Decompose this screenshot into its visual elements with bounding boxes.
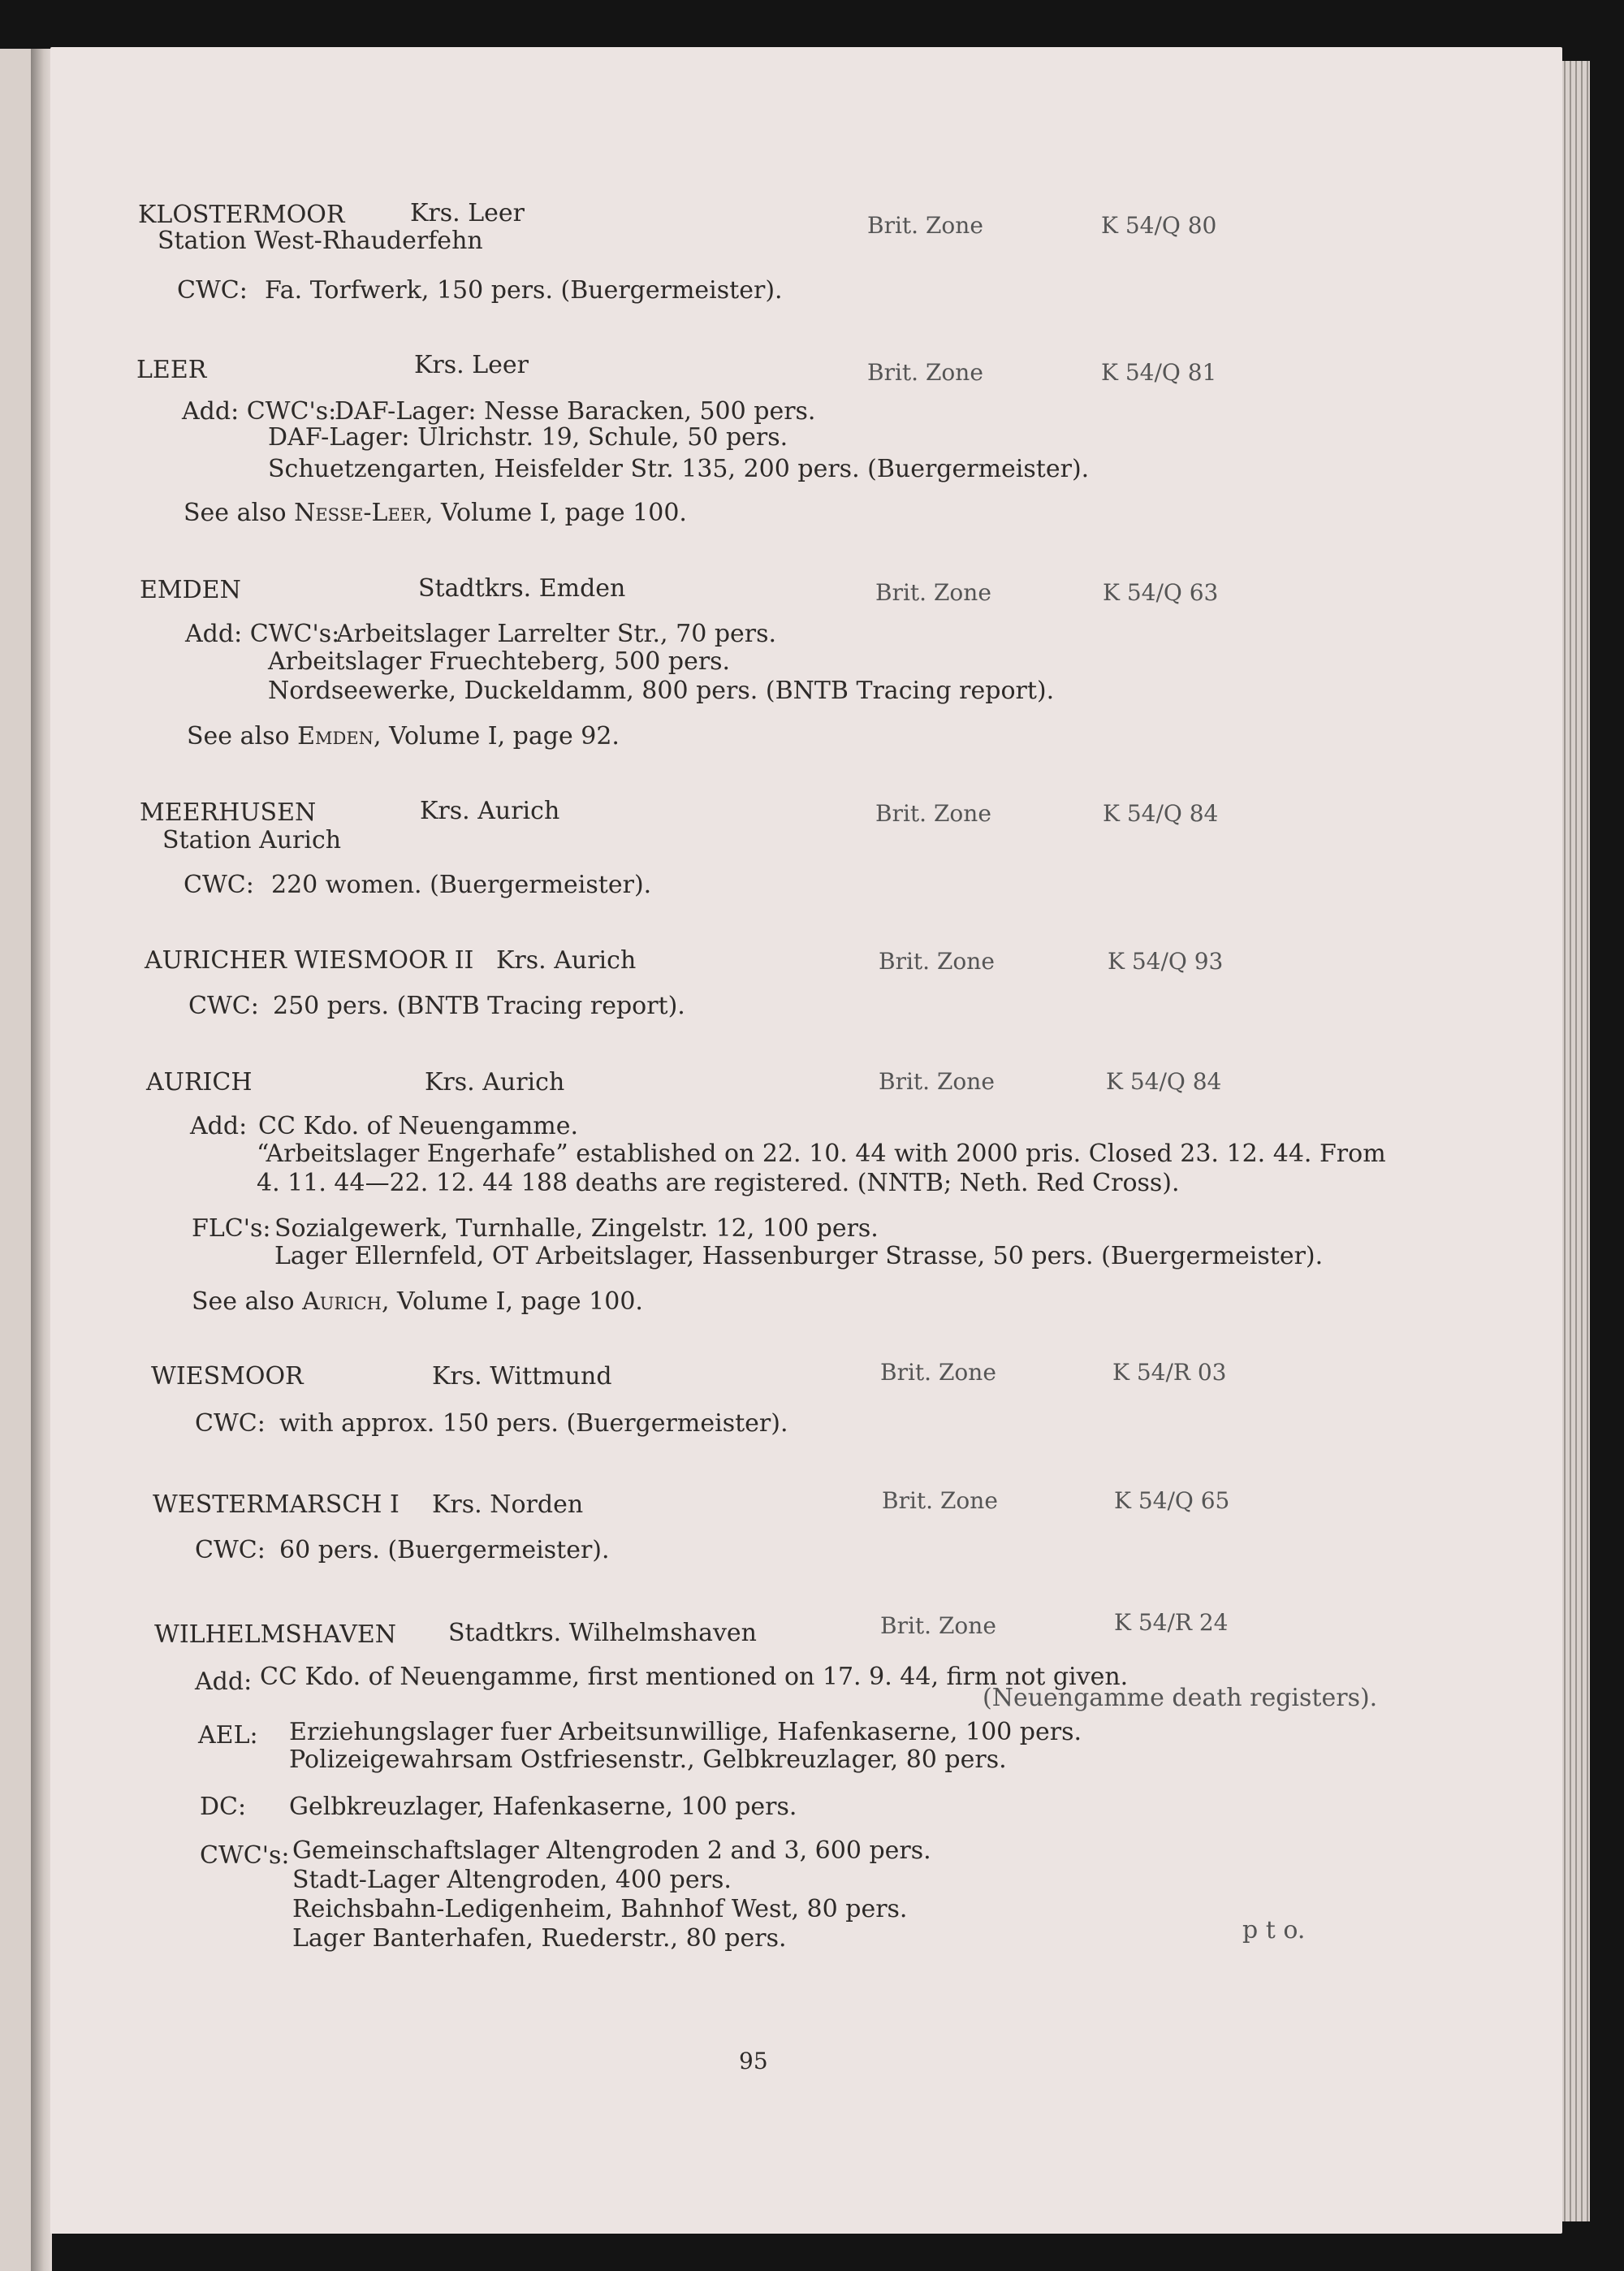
entry-name: WILHELMSHAVEN <box>154 1620 397 1649</box>
see-also-reference <box>187 722 620 751</box>
entry-ref: K 54/Q 84 <box>1106 1068 1222 1095</box>
entry-district: Krs. Wittmund <box>432 1362 612 1391</box>
entry-line-text: Reichsbahn-Ledigenheim, Bahnhof West, 80 pers. <box>292 1895 908 1923</box>
entry-line-text: Sozialgewerk, Turnhalle, Zingelstr. 12, 100 pers. <box>274 1214 879 1243</box>
entry-zone: Brit. Zone <box>880 1359 996 1386</box>
see-also-prefix: See also <box>187 722 290 751</box>
entry-zone: Brit. Zone <box>875 579 991 606</box>
pto-note: p t o. <box>1242 1916 1306 1944</box>
entry-line-text: CC Kdo. of Neuengamme. <box>258 1112 579 1140</box>
entry-name: WESTERMARSCH I <box>153 1490 400 1519</box>
entry-line-label: CWC: <box>188 992 259 1020</box>
entry-ref: K 54/Q 63 <box>1103 579 1219 606</box>
entry-line-label: Add: CWC's: <box>185 620 340 648</box>
entry-zone: Brit. Zone <box>879 1068 995 1095</box>
entry-name: KLOSTERMOOR <box>138 201 345 229</box>
entry-district: Krs. Norden <box>432 1490 584 1519</box>
see-also-place: Emden, <box>297 722 382 751</box>
entry-district: Krs. Aurich <box>425 1068 565 1097</box>
entry-line-text: Arbeitslager Larrelter Str., 70 pers. <box>336 620 777 648</box>
see-also-prefix: See also <box>184 499 287 527</box>
entry-district: Krs. Aurich <box>420 797 560 825</box>
entry-line-label: CWC: <box>184 871 254 899</box>
entry-line-text: DAF-Lager: Ulrichstr. 19, Schule, 50 pers. <box>268 423 788 452</box>
see-also-prefix: See also <box>192 1287 295 1316</box>
entry-line-text: 220 women. (Buergermeister). <box>271 871 652 899</box>
entry-line-text: Lager Ellernfeld, OT Arbeitslager, Hassenburger Strasse, 50 pers. (Buergermeister). <box>274 1242 1324 1270</box>
entry-zone: Brit. Zone <box>875 800 991 827</box>
entry-name: MEERHUSEN <box>140 798 317 827</box>
entry-ref: K 54/Q 93 <box>1108 948 1224 975</box>
see-also-reference <box>192 1287 643 1316</box>
see-also-suffix: Volume I, page 92. <box>389 722 620 751</box>
entry-district: Stadtkrs. Wilhelmshaven <box>448 1619 757 1647</box>
entry-line-label: Add: <box>190 1112 248 1140</box>
entry-ref: K 54/Q 84 <box>1103 800 1219 827</box>
entry-zone: Brit. Zone <box>879 948 995 975</box>
entry-name: LEER <box>136 356 207 384</box>
entry-line-label: CWC: <box>195 1536 266 1564</box>
entry-line-label: CWC: <box>177 276 248 305</box>
book-gutter <box>31 49 52 2271</box>
entry-line-label: FLC's: <box>192 1214 271 1243</box>
entry-line-label: Add: <box>195 1668 253 1696</box>
entry-line-text: Schuetzengarten, Heisfelder Str. 135, 200 pers. (Buergermeister). <box>268 455 1090 483</box>
entry-line-text: Stadt-Lager Altengroden, 400 pers. <box>292 1866 732 1894</box>
see-also-reference <box>184 501 687 526</box>
entry-ref: K 54/R 03 <box>1112 1359 1227 1386</box>
entry-line-label: CWC's: <box>200 1841 290 1870</box>
entry-line-text: Nordseewerke, Duckeldamm, 800 pers. (BNTB Tracing report). <box>268 677 1055 705</box>
entry-station: Station West-Rhauderfehn <box>158 227 483 255</box>
see-also-place: Nesse-Leer, <box>294 499 434 527</box>
entry-line-text: Erziehungslager fuer Arbeitsunwillige, Hafenkaserne, 100 pers. <box>289 1718 1082 1746</box>
entry-ref: K 54/Q 65 <box>1114 1487 1230 1514</box>
entry-district: Stadtkrs. Emden <box>418 574 626 603</box>
entry-line-text: with approx. 150 pers. (Buergermeister). <box>279 1409 788 1438</box>
entry-district: Krs. Leer <box>410 199 525 227</box>
entry-line-text: Gemeinschaftslager Altengroden 2 and 3, 600 pers. <box>292 1836 931 1865</box>
entry-line-text: “Arbeitslager Engerhafe” established on 22. 10. 44 with 2000 pris. Closed 23. 12. 44. From <box>257 1140 1386 1168</box>
see-also-place: Aurich, <box>302 1287 390 1316</box>
entry-station: Station Aurich <box>162 826 342 854</box>
entry-name: AURICH <box>146 1068 253 1097</box>
entry-zone: Brit. Zone <box>867 212 983 239</box>
entry-line-text: Gelbkreuzlager, Hafenkaserne, 100 pers. <box>289 1793 797 1821</box>
entry-district: Krs. Leer <box>414 351 529 379</box>
entry-zone: Brit. Zone <box>880 1612 996 1639</box>
entry-line-text: Arbeitslager Fruechteberg, 500 pers. <box>268 647 731 676</box>
entry-name: WIESMOOR <box>151 1362 304 1391</box>
page-number: 95 <box>739 2048 768 2074</box>
entry-line-text: 60 pers. (Buergermeister). <box>279 1536 610 1564</box>
entry-line-text: Lager Banterhafen, Ruederstr., 80 pers. <box>292 1924 787 1953</box>
entry-line-text: CC Kdo. of Neuengamme, first mentioned on 17. 9. 44, firm not given. <box>260 1663 1129 1691</box>
entry-line-text: 4. 11. 44—22. 12. 44 188 deaths are registered. (NNTB; Neth. Red Cross). <box>257 1169 1180 1197</box>
entry-line-text: 250 pers. (BNTB Tracing report). <box>273 992 685 1020</box>
entry-line-text: Polizeigewahrsam Ostfriesenstr., Gelbkreuzlager, 80 pers. <box>289 1745 1007 1774</box>
entry-line-text: Fa. Torfwerk, 150 pers. (Buergermeister). <box>265 276 783 305</box>
entry-name: EMDEN <box>140 576 241 604</box>
entry-line-label: CWC: <box>195 1409 266 1438</box>
entry-line-label: AEL: <box>198 1721 258 1750</box>
entry-line-text: DAF-Lager: Nesse Baracken, 500 pers. <box>335 397 816 426</box>
entry-line-label: Add: CWC's: <box>182 397 337 426</box>
entry-zone: Brit. Zone <box>882 1487 998 1514</box>
see-also-suffix: Volume I, page 100. <box>397 1287 643 1316</box>
entry-name: AURICHER WIESMOOR II <box>145 946 474 975</box>
entry-line-text: (Neuengamme death registers). <box>983 1684 1378 1712</box>
entry-ref: K 54/Q 80 <box>1101 212 1217 239</box>
entry-ref: K 54/R 24 <box>1114 1609 1229 1636</box>
entry-zone: Brit. Zone <box>867 359 983 386</box>
entry-line-label: DC: <box>200 1793 247 1821</box>
entry-district: Krs. Aurich <box>496 946 637 975</box>
entry-ref: K 54/Q 81 <box>1101 359 1217 386</box>
see-also-suffix: Volume I, page 100. <box>441 499 687 527</box>
